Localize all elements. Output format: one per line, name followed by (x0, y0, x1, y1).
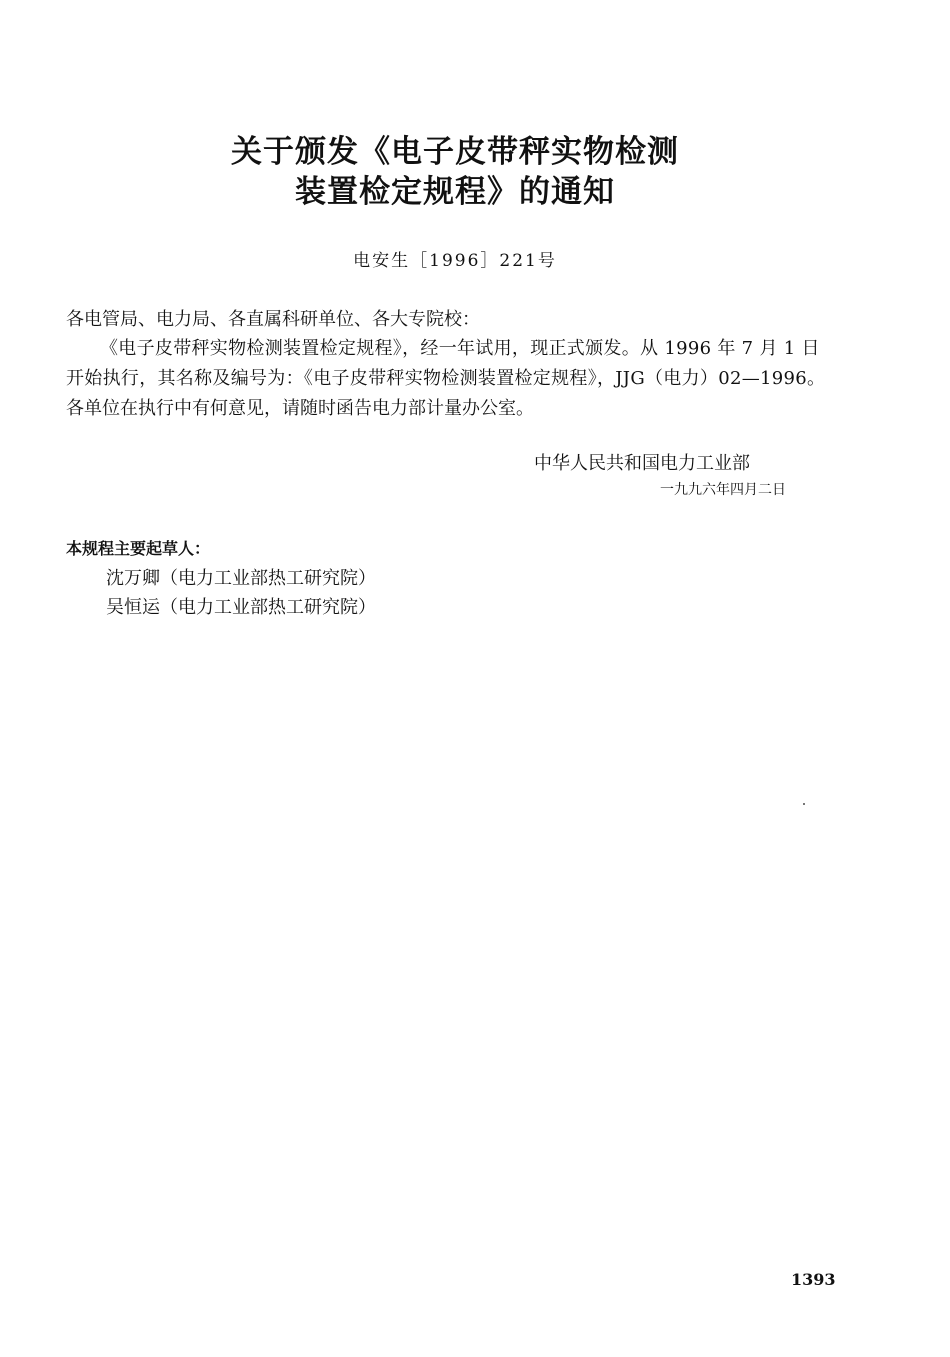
body-line-1: 《电子皮带秤实物检测装置检定规程》，经一年试用，现正式颁发。从 1996 年 7 月 1 日 (100, 338, 820, 359)
body-line-3: 各单位在执行中有何意见，请随时函告电力部计量办公室。 (66, 398, 534, 419)
body-line-2: 开始执行，其名称及编号为：《电子皮带秤实物检测装置检定规程》，JJG（电力）02—1996。 (66, 368, 826, 389)
document-number: 电安生［1996］221号 (353, 251, 557, 271)
issue-date: 一九九六年四月二日 (660, 482, 786, 498)
drafters-heading: 本规程主要起草人： (66, 539, 211, 558)
scan-speck (803, 803, 805, 805)
drafter-item: 吴恒运（电力工业部热工研究院） (106, 597, 376, 618)
issuer-signature: 中华人民共和国电力工业部 (534, 453, 750, 474)
notice-title-line-1: 关于颁发《电子皮带秤实物检测 (231, 134, 679, 170)
addressee: 各电管局、电力局、各直属科研单位、各大专院校： (66, 309, 480, 330)
notice-title-line-2: 装置检定规程》的通知 (295, 174, 615, 210)
page-number: 1393 (791, 1270, 836, 1289)
drafter-item: 沈万卿（电力工业部热工研究院） (106, 568, 376, 589)
